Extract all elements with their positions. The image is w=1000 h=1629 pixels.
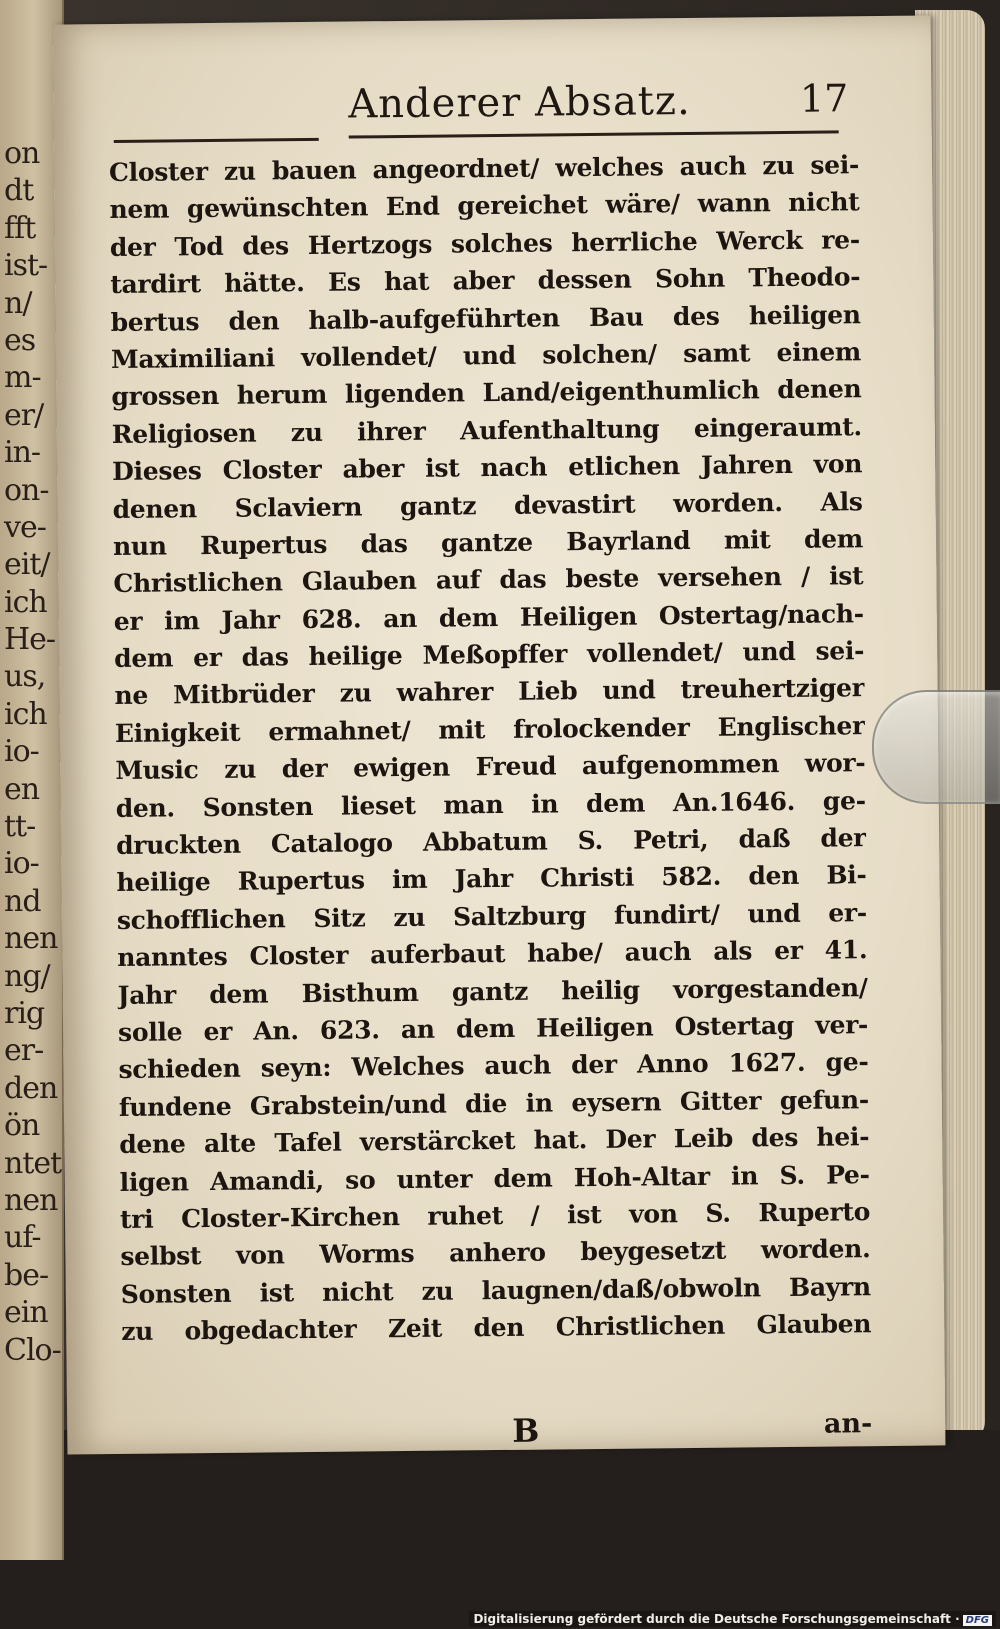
text-line: zu obgedachter Zeit den Christlichen Glauben	[121, 1309, 872, 1347]
text-line: Religiosen zu ihrer Aufenthaltung eingeraumt.	[111, 411, 862, 449]
text-line: nem gewünschten End gereichet wäre/ wann nicht	[109, 187, 860, 225]
text-line: solle er An. 623. an dem Heiligen Ostertag ver-	[117, 1010, 869, 1047]
dfg-logo: DFG	[963, 1615, 992, 1626]
text-line: Jahr dem Bisthum gantz heilig vorgestanden/	[117, 972, 868, 1010]
text-line: nanntes Closter auferbaut habe/ auch als er 41.	[117, 935, 868, 973]
text-line: den. Sonsten lieset man in dem An.1646. ge-	[115, 785, 866, 823]
page-clip	[872, 690, 1000, 804]
previous-page-fragment: rig	[4, 995, 45, 1031]
catchword: an-	[823, 1408, 873, 1440]
previous-page-fragment: den	[4, 1070, 58, 1106]
previous-page-fragment: on	[4, 136, 40, 171]
previous-page-fragment: er-	[4, 1033, 44, 1069]
page-number: 17	[799, 76, 849, 121]
credit-text: Digitalisierung gefördert durch die Deutsche Forschungsgemeinschaft ·	[473, 1612, 960, 1626]
text-line: ne Mitbrüder zu wahrer Lieb und treuhertziger	[114, 673, 865, 711]
text-line: denen Sclaviern gantz devastirt worden. Als	[112, 486, 863, 524]
signature-mark: B	[512, 1411, 540, 1450]
text-line: druckten Catalogo Abbatum S. Petri, daß der	[115, 823, 867, 861]
text-line: schofflichen Sitz zu Saltzburg fundirt/ und er-	[116, 897, 868, 935]
previous-page-fragment: nen	[4, 921, 58, 957]
previous-page-fragment: ich	[4, 584, 47, 620]
text-line: er im Jahr 628. an dem Heiligen Ostertag/nach-	[113, 598, 864, 636]
previous-page-fragment: He-	[4, 622, 56, 658]
book-page	[53, 15, 946, 1454]
previous-page-fragment: io-	[4, 734, 39, 770]
running-head	[268, 76, 849, 138]
text-line: der Tod des Hertzogs solches herrliche Werck re-	[109, 224, 860, 262]
previous-page-fragment: ng/	[4, 958, 50, 994]
previous-page-fragment: uf-	[4, 1220, 41, 1256]
previous-page-fragment: ntet	[4, 1145, 62, 1181]
previous-page-fragment: Clo-	[4, 1332, 61, 1368]
previous-page-fragment: es	[4, 322, 36, 358]
text-line: ligen Amandi, so unter dem Hoh-Altar in S. Pe-	[119, 1159, 870, 1197]
previous-page-fragment: n/	[4, 285, 32, 321]
text-line: Maximiliani vollendet/ und solchen/ samt einem	[110, 337, 862, 374]
previous-page-fragment: on-	[4, 472, 49, 508]
previous-page-fragment: nen	[4, 1182, 58, 1218]
text-line: Music zu der ewigen Freud aufgenommen wor-	[115, 748, 866, 786]
previous-page-fragments	[0, 135, 61, 1369]
previous-page-fragment: en	[4, 771, 40, 807]
page-footer-row	[122, 1408, 872, 1456]
text-line: Christlichen Glauben auf das beste versehen / ist	[113, 561, 864, 599]
text-line: fundene Grabstein/und die in eysern Gitter gefun-	[118, 1084, 869, 1122]
head-rule-left	[114, 138, 319, 143]
running-head-title: Anderer Absatz.	[348, 77, 691, 128]
previous-page-fragment: dt	[4, 173, 34, 209]
text-line: tri Closter-Kirchen ruhet / ist von S. Ruperto	[119, 1197, 871, 1234]
desk-surface	[0, 1430, 1000, 1629]
text-line: Dieses Closter aber ist nach etlichen Jahren von	[112, 449, 863, 487]
previous-page-fragment: io-	[4, 846, 39, 882]
text-line: dem er das heilige Meßopffer vollendet/ und sei-	[114, 636, 865, 674]
previous-page-fragment: er/	[4, 397, 44, 433]
previous-page-fragment: us,	[4, 659, 46, 695]
text-line: Einigkeit ermahnet/ mit frolockender Englischer	[114, 711, 866, 748]
text-line: selbst von Worms anhero beygesetzt worden.	[120, 1234, 871, 1272]
body-text	[109, 146, 871, 1350]
previous-page-fragment: be-	[4, 1257, 49, 1293]
previous-page-fragment: tt-	[4, 809, 36, 845]
previous-page-fragment: eit/	[4, 547, 50, 583]
digitization-credit	[469, 1611, 996, 1627]
previous-page-fragment: ist-	[4, 248, 48, 284]
text-line: nun Rupertus das gantze Bayrland mit dem	[112, 524, 864, 561]
previous-page-fragment: in-	[4, 435, 41, 471]
text-line: Closter zu bauen angeordnet/ welches auch zu sei-	[108, 150, 860, 188]
text-line: dene alte Tafel verstärcket hat. Der Leib des hei-	[119, 1122, 870, 1160]
previous-page-fragment: fft	[4, 210, 36, 246]
previous-page-fragment: ve-	[4, 509, 46, 545]
text-line: heilige Rupertus im Jahr Christi 582. den Bi-	[116, 860, 867, 898]
text-line: Sonsten ist nicht zu laugnen/daß/obwoln Bayrn	[120, 1271, 871, 1309]
text-line: tardirt hätte. Es hat aber dessen Sohn Theodo-	[110, 262, 861, 300]
previous-page-fragment: ön	[4, 1108, 40, 1144]
previous-page-fragment: ein	[4, 1295, 48, 1331]
text-line: grossen herum ligenden Land/eigenthumlich denen	[111, 374, 862, 412]
previous-page-fragment: ich	[4, 696, 47, 732]
text-line: schieden seyn: Welches auch der Anno 1627. ge-	[118, 1047, 869, 1085]
previous-page-fragment: m-	[4, 360, 41, 396]
text-line: bertus den halb-aufgeführten Bau des heiligen	[110, 299, 861, 337]
previous-page-fragment: nd	[4, 883, 41, 919]
